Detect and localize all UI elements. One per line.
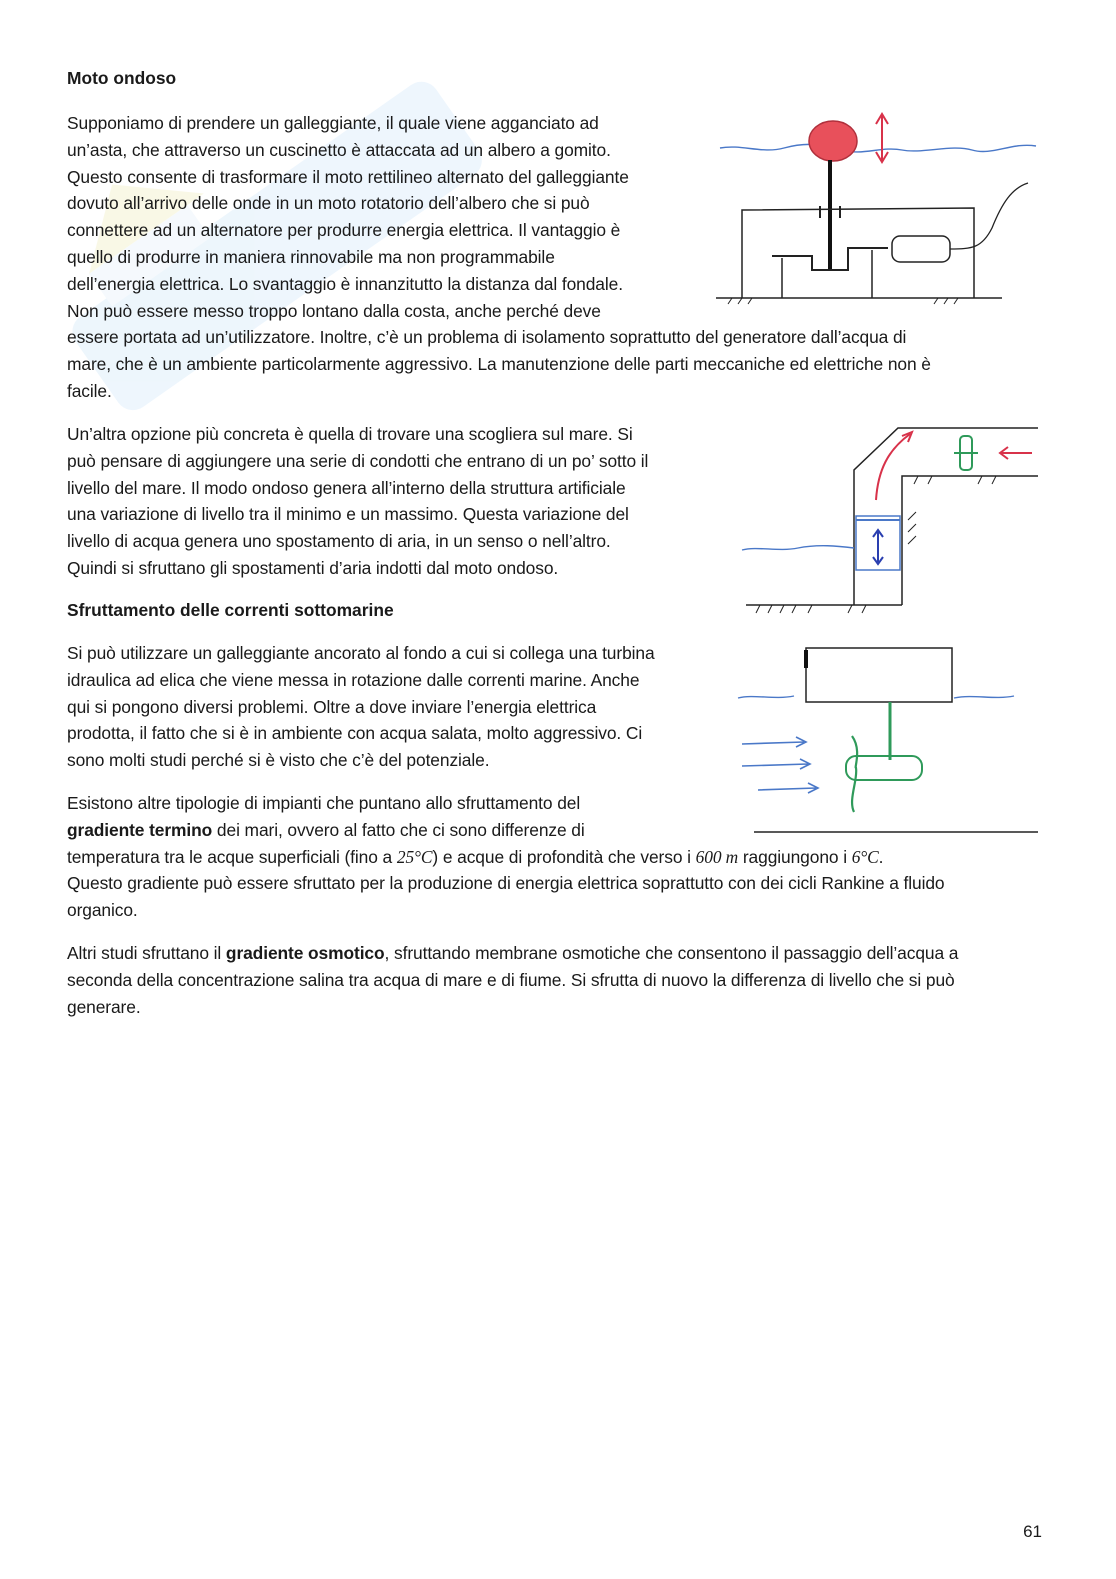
text-line: livello del mare. Il modo ondoso genera all’interno della struttura artificiale bbox=[67, 477, 626, 498]
text-line: Questo gradiente può essere sfruttato per la produzione di energia elettrica soprattutto con dei cicli Rankine a fluido bbox=[67, 873, 945, 894]
text-fragment: ) e acque di profondità che verso i bbox=[432, 846, 696, 867]
text-fragment: . bbox=[878, 846, 884, 867]
bold-term: gradiente termino bbox=[67, 819, 213, 840]
current-arrow bbox=[758, 783, 818, 793]
power-cable bbox=[950, 183, 1028, 249]
text-line: dovuto all’arrivo delle onde in un moto rotatorio dell’albero che si può bbox=[67, 193, 590, 214]
floating-platform bbox=[806, 648, 952, 702]
current-arrow bbox=[742, 759, 810, 769]
bold-term: gradiente osmotico bbox=[225, 943, 385, 963]
text-line: Esistono altre tipologie di impianti che puntano allo sfruttamento del bbox=[67, 793, 581, 813]
figure-float-alternator bbox=[712, 108, 1042, 308]
figure-water-column bbox=[738, 420, 1038, 620]
text-line bbox=[67, 940, 958, 967]
text-line: Si può utilizzare un galleggiante ancorato al fondo a cui si collega una turbina bbox=[67, 643, 655, 663]
float-ball bbox=[809, 121, 857, 161]
math-depth: 600 m bbox=[695, 846, 739, 867]
air-inlet-arrow bbox=[1000, 447, 1032, 459]
paragraph-gradiente-osmotico bbox=[67, 940, 958, 1020]
section-heading-moto-ondoso: Moto ondoso bbox=[67, 68, 177, 88]
alternator bbox=[892, 236, 950, 262]
text-line: seconda della concentrazione salina tra acqua di mare e di fiume. Si sfrutta di nuovo la differenza di livello che si può bbox=[67, 969, 955, 990]
text-line: un’asta, che attraverso un cuscinetto è attaccata ad un albero a gomito. bbox=[67, 139, 611, 160]
text-line: organico. bbox=[67, 900, 138, 921]
text-line: Supponiamo di prendere un galleggiante, il quale viene agganciato ad bbox=[67, 113, 599, 133]
math-temp-deep: 6°C bbox=[851, 846, 879, 867]
text-line: essere portata ad un’utilizzatore. Inoltre, c’è un problema di isolamento soprattutto del generatore dall’acqua di bbox=[67, 327, 907, 348]
structure-frame bbox=[742, 208, 974, 298]
duct-inner bbox=[902, 476, 1038, 605]
paragraph-moto-ondoso-2 bbox=[67, 421, 648, 582]
text-line: Questo consente di trasformare il moto rettilineo alternato del galleggiante bbox=[67, 166, 629, 187]
text-fragment: raggiungono i bbox=[738, 846, 852, 867]
paragraph-correnti-1 bbox=[67, 640, 655, 774]
text-fragment: , sfruttando membrane osmotiche che consentono il passaggio dell’acqua a bbox=[384, 943, 959, 963]
water-surface-line bbox=[720, 144, 1036, 152]
text-line: idraulica ad elica che viene messa in rotazione dalle correnti marine. Anche bbox=[67, 669, 640, 690]
text-line: può pensare di aggiungere una serie di condotti che entrano di un po’ sotto il bbox=[67, 450, 649, 471]
text-line: generare. bbox=[67, 996, 141, 1017]
text-fragment: temperatura tra le acque superficiali (fino a bbox=[67, 846, 397, 867]
text-line: prodotta, il fatto che si è in ambiente con acqua salata, molto aggressivo. Ci bbox=[67, 723, 643, 744]
text-fragment: Altri studi sfruttano il bbox=[67, 943, 226, 963]
figure-current-turbine bbox=[734, 640, 1044, 840]
text-line: qui si pongono diversi problemi. Oltre a dove inviare l’energia elettrica bbox=[67, 696, 597, 717]
text-line: Un’altra opzione più concreta è quella di trovare una scogliera sul mare. Si bbox=[67, 424, 633, 444]
turbine-propeller bbox=[852, 736, 857, 812]
current-arrow bbox=[742, 737, 806, 747]
sea-level-line bbox=[742, 546, 854, 550]
text-line: facile. bbox=[67, 380, 112, 401]
page-number: 61 bbox=[1023, 1522, 1042, 1541]
text-line: mare, che è un ambiente particolarmente aggressivo. La manutenzione delle parti meccaniche ed elettriche non è bbox=[67, 354, 931, 375]
text-line: dell’energia elettrica. Lo svantaggio è innanzitutto la distanza dal fondale. bbox=[67, 273, 623, 294]
math-temp-surface: 25°C bbox=[396, 846, 433, 867]
text-line: Quindi si sfruttano gli spostamenti d’aria indotti dal moto ondoso. bbox=[67, 557, 559, 578]
text-line: sono molti studi perché si è visto che c’è del potenziale. bbox=[67, 750, 490, 771]
text-line: Non può essere messo troppo lontano dalla costa, anche perché deve bbox=[67, 300, 601, 321]
text-line bbox=[67, 844, 945, 871]
text-line: quello di produrre in maniera rinnovabile ma non programmabile bbox=[67, 246, 555, 267]
text-fragment: dei mari, ovvero al fatto che ci sono differenze di bbox=[212, 819, 585, 840]
section-heading-correnti: Sfruttamento delle correnti sottomarine bbox=[67, 600, 394, 620]
text-line: connettere ad un alternatore per produrre energia elettrica. Il vantaggio è bbox=[67, 220, 621, 241]
text-line: una variazione di livello tra il minimo e un massimo. Questa variazione del bbox=[67, 504, 629, 525]
text-line: livello di acqua genera uno spostamento di aria, in un senso o nell’altro. bbox=[67, 531, 611, 552]
